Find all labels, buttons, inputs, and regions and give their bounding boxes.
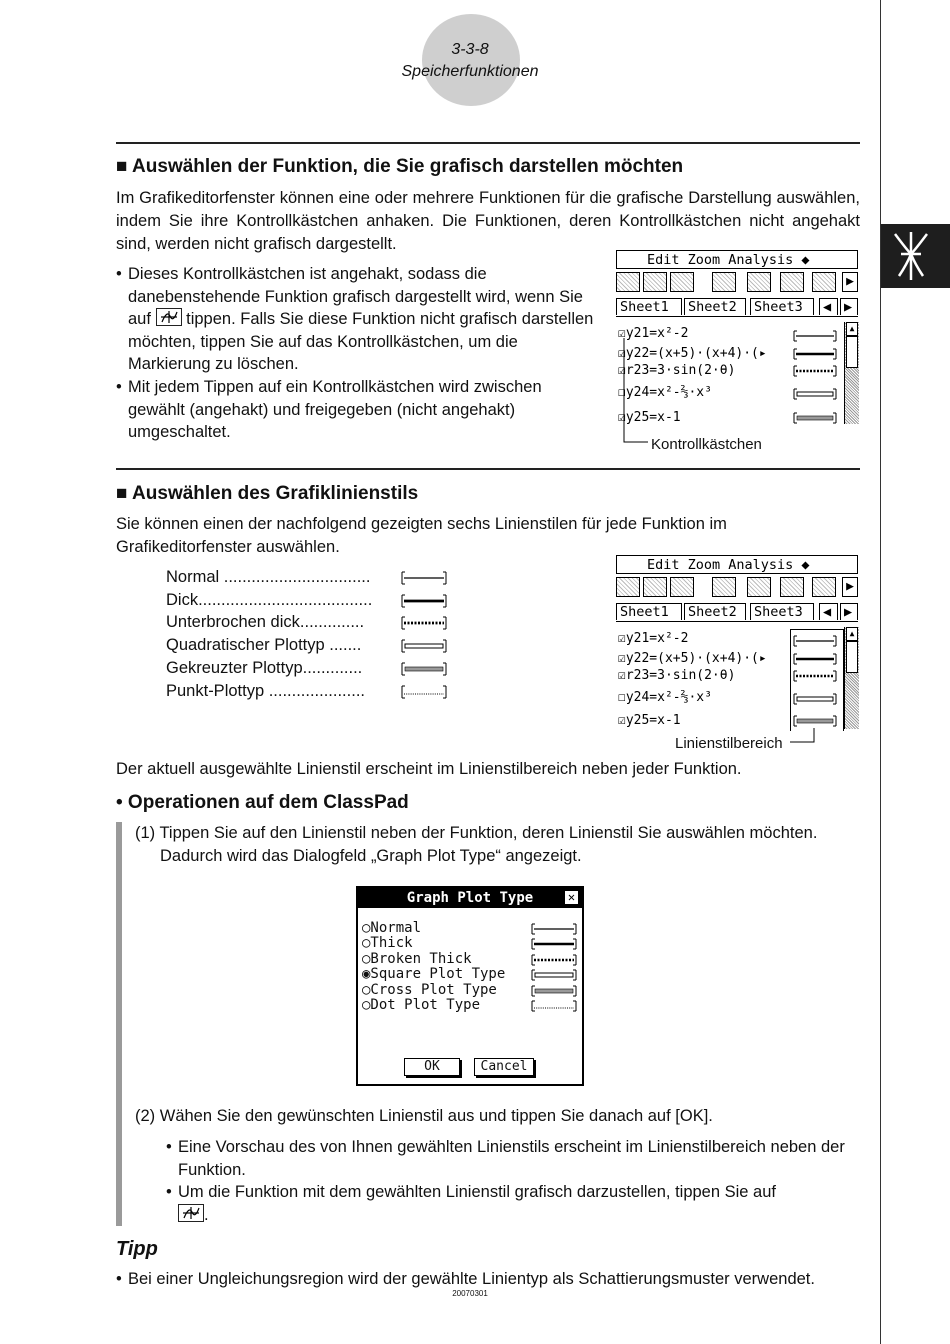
function-text: y24=x²-⅔·x³ [625, 690, 712, 705]
sample-square [400, 639, 448, 653]
calc-toolbar [616, 272, 858, 294]
sample-normal [400, 571, 448, 585]
function-row[interactable] [618, 713, 681, 728]
style-item-dot [166, 682, 384, 706]
toolbar-icon-2[interactable] [643, 577, 667, 597]
line-style-normal[interactable] [792, 635, 838, 647]
function-text: y22=(x+5)·(x+4)·(▸ [625, 346, 767, 361]
cancel-button[interactable]: Cancel [474, 1058, 534, 1076]
tab-sheet3[interactable]: Sheet3 [750, 298, 814, 315]
dialog-option[interactable]: ○Broken Thick [362, 951, 472, 967]
footer-code: 20070301 [452, 1289, 488, 1298]
dialog-option[interactable]: ◉Square Plot Type [362, 966, 506, 982]
section2-after: Der aktuell ausgewählte Linienstil erscheint im Linienstilbereich neben jeder Funktion. [116, 760, 742, 778]
checkbox[interactable]: ☑ [618, 363, 626, 378]
line-style-callout-line [790, 728, 820, 744]
toolbar-icon-2[interactable] [643, 272, 667, 292]
dialog-option[interactable]: ○Cross Plot Type [362, 982, 497, 998]
section-rule [116, 468, 860, 470]
tab-sheet3[interactable]: Sheet3 [750, 603, 814, 620]
line-style-normal[interactable] [792, 330, 838, 342]
header-badge [422, 14, 520, 106]
dialog-option[interactable]: ○Thick [362, 935, 413, 951]
function-text: y21=x²-2 [625, 326, 689, 341]
calc-scrollbar[interactable] [844, 627, 859, 729]
function-row[interactable] [618, 690, 712, 705]
checkbox[interactable]: ☑ [618, 651, 626, 666]
tab-sheet1[interactable]: Sheet1 [616, 298, 682, 315]
graph-draw-icon [156, 308, 182, 326]
dialog-sample-dot [530, 1000, 578, 1012]
function-row[interactable] [618, 631, 688, 646]
checkbox-caption: Kontrollkästchen [651, 436, 762, 453]
dialog-title [358, 888, 582, 908]
sample-broken [400, 616, 448, 630]
tip-bullet: • Bei einer Ungleichungsregion wird der gewählte Linientyp als Schattierungsmuster verwendet. [116, 1268, 860, 1291]
step2-bullet-1-text: Eine Vorschau des von Ihnen gewählten Linienstils erscheint im Linienstilbereich neben der Funktion. [178, 1138, 845, 1179]
dialog-sample-square [530, 969, 578, 981]
checkbox[interactable]: ☑ [618, 631, 626, 646]
toolbar-arrow-icon[interactable]: ▶ [842, 272, 858, 292]
toolbar-icon-7[interactable] [812, 577, 836, 597]
graph-plot-type-dialog [356, 886, 584, 1086]
style-label: Quadratischer Plottyp ....... [166, 636, 362, 654]
dialog-sample-broken [530, 954, 578, 966]
scroll-up-icon[interactable]: ▲ [846, 322, 858, 336]
tip-title: Tipp [116, 1238, 158, 1260]
checkbox-callout-line [618, 338, 648, 444]
line-style-cross[interactable] [792, 412, 838, 424]
line-style-cross[interactable] [792, 715, 838, 727]
toolbar-icon-5[interactable] [747, 577, 771, 597]
function-text: r23=3·sin(2·θ) [625, 668, 736, 683]
ok-button[interactable]: OK [404, 1058, 460, 1076]
tab-right-arrow-icon[interactable]: ▶ [840, 603, 858, 620]
bullet1-text-a: Dieses Kontrollkästchen ist angehakt, sodass die danebenstehende Funktion grafisch dargestellt wird, wenn Sie auf [128, 265, 583, 328]
operations-heading: • Operationen auf dem ClassPad [116, 792, 409, 813]
toolbar-arrow-icon[interactable]: ▶ [842, 577, 858, 597]
dialog-title-text: Graph Plot Type [406, 890, 534, 906]
bullet1-text-b: tippen. Falls Sie diese Funktion nicht grafisch darstellen möchten, tippen Sie auf das Kontrollkästchen, um die Markierung zu löschen. [128, 310, 594, 373]
scroll-thumb[interactable] [846, 336, 858, 368]
section1-intro: Im Grafikeditorfenster können eine oder mehrere Funktionen für die grafische Darstellung auswählen, indem Sie ihre Kontrollkästchen anhaken. Die Funktionen, deren Kontrollkästchen nicht angehakt sind, werden nicht grafisch dargestellt. [116, 189, 860, 253]
sample-thick [400, 594, 448, 608]
tab-left-arrow-icon[interactable]: ◀ [819, 298, 838, 315]
section1-heading: ■ Auswählen der Funktion, die Sie grafisch darstellen möchten [116, 156, 684, 177]
calc-menubar[interactable] [616, 250, 858, 269]
step-1: (1) Tippen Sie auf den Linienstil neben der Funktion, deren Linienstil Sie auswählen möchten. Dadurch wird das Dialogfeld „Graph Plot Type“ angezeigt. [135, 824, 818, 865]
style-item-cross [166, 659, 384, 683]
bullet2-text: Mit jedem Tippen auf ein Kontrollkästchen wird zwischen gewählt (angehakt) und freigegeben (nicht angehakt) umgeschaltet. [128, 378, 542, 441]
line-style-thick[interactable] [792, 348, 838, 360]
toolbar-icon-1[interactable] [616, 272, 640, 292]
function-row[interactable] [618, 668, 735, 683]
calc-menu-label: Edit Zoom Analysis ◆ [647, 252, 810, 268]
style-item-broken [166, 613, 384, 637]
step2-bullet-1: • Eine Vorschau des von Ihnen gewählten Linienstils erscheint im Linienstilbereich neben der Funktion. [166, 1136, 860, 1181]
toolbar-icon-7[interactable] [812, 272, 836, 292]
line-style-thick[interactable] [792, 653, 838, 665]
tab-left-arrow-icon[interactable]: ◀ [819, 603, 838, 620]
chapter-tab [881, 224, 950, 288]
style-label: Punkt-Plottyp ..................... [166, 682, 365, 700]
tab-sheet2[interactable]: Sheet2 [684, 603, 746, 620]
toolbar-icon-4[interactable] [712, 272, 736, 292]
toolbar-icon-1[interactable] [616, 577, 640, 597]
function-text: y24=x²-⅔·x³ [625, 385, 712, 400]
toolbar-icon-5[interactable] [747, 272, 771, 292]
sheet-tabs [616, 603, 858, 622]
tip-text: Bei einer Ungleichungsregion wird der gewählte Linientyp als Schattierungsmuster verwendet. [128, 1270, 815, 1288]
graph-draw-icon [178, 1204, 204, 1222]
calc-menu-label: Edit Zoom Analysis ◆ [647, 557, 810, 573]
calc-toolbar [616, 577, 858, 599]
checkbox[interactable]: ☑ [618, 713, 626, 728]
section1-bullet-1: • Dieses Kontrollkästchen ist angehakt, sodass die danebenstehende Funktion grafisch dargestellt wird, wenn Sie auf tippen. Falls Sie diese Funktion nicht grafisch darstellen möchten, tippen Sie auf das Kontrollkästchen, um die Markierung zu löschen. [116, 265, 594, 373]
tab-sheet1[interactable]: Sheet1 [616, 603, 682, 620]
tab-sheet2[interactable]: Sheet2 [684, 298, 746, 315]
line-style-square[interactable] [792, 388, 838, 400]
close-icon[interactable]: ✕ [565, 891, 578, 904]
function-text: y21=x²-2 [625, 631, 689, 646]
toolbar-icon-4[interactable] [712, 577, 736, 597]
toolbar-icon-6[interactable] [780, 577, 804, 597]
section2-heading: ■ Auswählen des Grafiklinienstils [116, 483, 419, 504]
sample-dot [400, 685, 448, 699]
sample-cross [400, 662, 448, 676]
step2-bullet-2-text: Um die Funktion mit dem gewählten Linienstil grafisch darzustellen, tippen Sie auf [178, 1183, 776, 1201]
dialog-option[interactable]: ○Dot Plot Type [362, 997, 481, 1013]
scroll-thumb[interactable] [846, 641, 858, 673]
style-label: Unterbrochen dick.............. [166, 613, 365, 631]
line-style-area-caption: Linienstilbereich [675, 735, 783, 752]
dialog-sample-cross [530, 985, 578, 997]
line-style-broken[interactable] [792, 365, 838, 377]
sheet-tabs [616, 298, 858, 317]
function-text: y22=(x+5)·(x+4)·(▸ [625, 651, 767, 666]
scroll-up-icon[interactable]: ▲ [846, 627, 858, 641]
page-edge-line [880, 0, 881, 1344]
line-style-square[interactable] [792, 693, 838, 705]
checkbox[interactable]: ☐ [618, 690, 626, 705]
checkbox[interactable]: ☑ [618, 668, 626, 683]
style-label: Gekreuzter Plottyp............. [166, 659, 363, 677]
checkbox[interactable]: ☐ [618, 385, 626, 400]
style-item-normal [166, 568, 384, 592]
checkbox[interactable]: ☑ [618, 346, 626, 361]
style-item-square [166, 636, 384, 660]
toolbar-icon-3[interactable] [670, 577, 694, 597]
graph-editor-screen-1 [616, 250, 860, 430]
function-text: r23=3·sin(2·θ) [625, 363, 736, 378]
dialog-option[interactable]: ○Normal [362, 920, 422, 936]
page-header-title: Speicherfunktionen [401, 63, 539, 80]
dialog-sample-thick [530, 938, 578, 950]
checkbox[interactable]: ☑ [618, 410, 626, 425]
function-text: y25=x-1 [625, 410, 681, 425]
style-label: Normal ................................ [166, 568, 371, 586]
style-item-thick [166, 591, 384, 615]
dialog-sample-normal [530, 923, 578, 935]
line-style-broken[interactable] [792, 670, 838, 682]
checkbox[interactable]: ☑ [618, 326, 626, 341]
operations-sidebar [116, 822, 122, 1226]
step2-bullet-2: • Um die Funktion mit dem gewählten Linienstil grafisch darzustellen, tippen Sie auf . [166, 1183, 776, 1224]
section2-intro: Sie können einen der nachfolgend gezeigten sechs Linienstilen für jede Funktion im Grafikeditorfenster auswählen. [116, 515, 727, 556]
tab-right-arrow-icon[interactable]: ▶ [840, 298, 858, 315]
graph-chapter-icon [881, 224, 950, 288]
step-2: (2) Wähen Sie den gewünschten Linienstil aus und tippen Sie danach auf [OK]. [135, 1107, 713, 1125]
section-number: 3-3-8 [451, 41, 489, 58]
graph-editor-screen-2 [616, 555, 860, 731]
toolbar-icon-3[interactable] [670, 272, 694, 292]
function-text: y25=x-1 [625, 713, 681, 728]
calc-menubar[interactable] [616, 555, 858, 574]
section1-bullet-2: • Mit jedem Tippen auf ein Kontrollkästchen wird zwischen gewählt (angehakt) und freigegeben (nicht angehakt) umgeschaltet. [116, 376, 586, 444]
function-row[interactable] [618, 651, 767, 666]
section-rule [116, 142, 860, 144]
calc-scrollbar[interactable] [844, 322, 859, 424]
style-label: Dick...................................... [166, 591, 373, 609]
toolbar-icon-6[interactable] [780, 272, 804, 292]
